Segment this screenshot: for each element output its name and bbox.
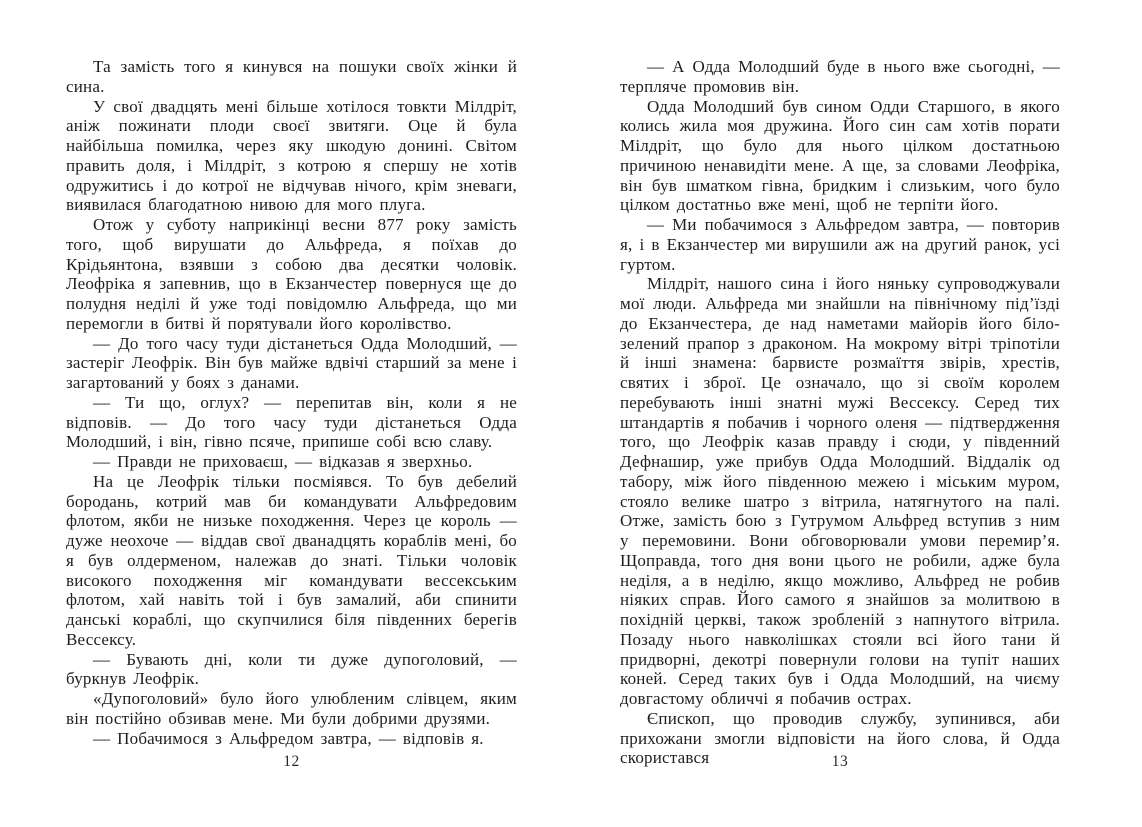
page-right-text [620,57,1060,768]
paragraph: Мілдріт, нашого сина і його няньку супроводжували мої люди. Альфреда ми знайшли на північному під’їзді до Екзанчестера, де над наметами майорів його біло-зелений прапор з драконом. На мокрому вітрі тріпотіли й інші знамена: барвисте розмаїття звірів, хрестів, святих і зброї. Це означало, що зі своїм королем перебувають інші знатні мужі Вессексу. Серед тих штандартів я побачив і чорного оленя — підтвердження того, що Леофрік казав правду і сюди, у південний Дефнашир, уже прибув Одда Молодший. Віддалік од табору, між його південною межею і міським муром, стояло велике шатро з вітрила, натягнутого на палі. Отже, замість бою з Гутрумом Альфред вступив з ним у перемовини. Вони обговорювали умови перемир’я. Щоправда, того дня вони цього не робили, адже була неділя, а в неділю, якщо можливо, Альфред не робив ніяких справ. Його самого я знайшов за молитвою в похідній церкві, також зробленій з напнутого вітрила. Позаду нього навколішках стояли всі його тани й придворні, декотрі повернули голови на тупіт наших коней. Серед таких був і Одда Молодший, на чиєму довгастому обличчі я побачив острах. [620,274,1060,708]
paragraph: Отож у суботу наприкінці весни 877 року замість того, щоб вирушати до Альфреда, я поїхав до Крідьянтона, взявши з собою два десятки чоловік. Леофріка я запевнив, що в Екзанчестер повернуся ще до полудня неділі й уже тоді повідомлю Альфреда, що ми перемогли в битві й порятували його королівство. [66,215,517,333]
paragraph: — Ти що, оглух? — перепитав він, коли я не відповів. — До того часу туди дістанеться Одда Молодший, і він, гівно псяче, припише собі всю славу. [66,392,517,452]
paragraph: Одда Молодший був сином Одди Старшого, в якого колись жила моя дружина. Його син сам хотів порати Мілдріт, що було для нього цілком достатньою причиною ненавидіти мене. А ще, за словами Леофріка, він був шматком гівна, бридким і слизьким, чого було цілком достатньо вже мені, щоб не терпіти його. [620,96,1060,215]
page-number: 12 [283,753,300,770]
paragraph: — До того часу туди дістанеться Одда Молодший, — застеріг Леофрік. Він був майже вдвічі старший за мене і загартований у боях з данами. [66,333,517,392]
paragraph: Єпископ, що проводив службу, зупинився, аби прихожани змогли відповісти на його слова, й Одда скористався [620,708,1060,768]
paragraph: «Дупоголовий» було його улюбленим слівцем, яким він постійно обзивав мене. Ми були добрими друзями. [66,689,517,728]
page-number: 13 [831,753,849,770]
paragraph: На це Леофрік тільки посміявся. То був дебелий бородань, котрий мав би командувати Альфредовим флотом, якби не низьке походження. Через це король — дуже неохоче — віддав свої дванадцять кораблів мені, бо я був олдерменом, належав до знаті. Тільки чоловік високого походження міг командувати вессекським флотом, хай навіть той і був замалий, аби спинити данські кораблі, що скупчилися біля південних берегів Вессексу. [66,471,517,649]
paragraph: У свої двадцять мені більше хотілося товкти Мілдріт, аніж пожинати плоди своєї звитяги. Оце й була найбільша помилка, через яку шкодую донині. Світом править доля, і Мілдріт, з котрою я спершу не хотів одружитись і до котрої не відчував нічого, крім зневаги, виявилася благодатною нивою для мого плуга. [66,96,517,215]
page-right [571,0,1142,827]
paragraph: — А Одда Молодший буде в нього вже сьогодні, — терпляче промовив він. [620,57,1060,96]
paragraph: — Правди не приховаєш, — відказав я зверхньо. [93,452,473,471]
paragraph: — Ми побачимося з Альфредом завтра, — повторив я, і в Екзанчестер ми вирушили аж на другий ранок, усі гуртом. [620,215,1060,274]
page-left-text [66,57,517,748]
paragraph: — Побачимося з Альфредом завтра, — відповів я. [93,728,484,748]
paragraph: Та замість того я кинувся на пошуки своїх жінки й сина. [66,57,517,96]
paragraph: — Бувають дні, коли ти дуже дупоголовий, — буркнув Леофрік. [66,649,517,689]
